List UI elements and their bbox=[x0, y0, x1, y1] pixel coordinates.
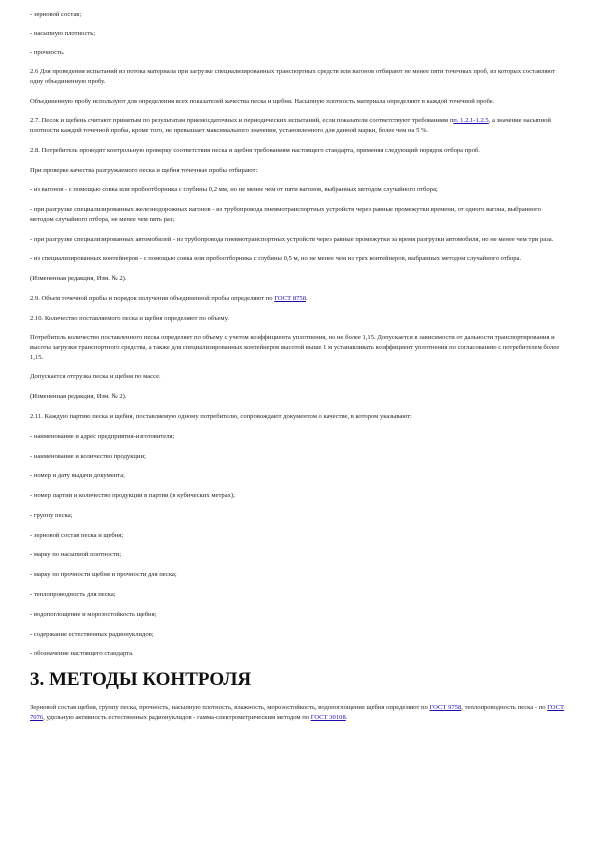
document-page bbox=[30, 10, 565, 733]
list-item: - зерновой состав песка и щебня; bbox=[30, 531, 124, 539]
list-item: - обозначение настоящего стандарта. bbox=[30, 650, 134, 658]
list-item: - теплопроводность для песка; bbox=[30, 591, 116, 598]
revision-note: (Измененная редакция, Изм. № 2). bbox=[30, 275, 127, 283]
list-item: - группу песка; bbox=[30, 511, 73, 519]
list-item: - марку по прочности щебня и прочности для песка; bbox=[30, 571, 177, 579]
paragraph-2-11: 2.11. Каждую партию песка и щебня, поставляемую одному потребителю, сопровождают документом о качестве, в котором указывают: bbox=[30, 412, 412, 420]
paragraph-text: 2.7. Песок и щебень считают принятым по результатам приемосдаточных и периодических испытаний, если показатели соответствуют требованиям п bbox=[30, 117, 454, 125]
list-item: - содержание естественных радионуклидов; bbox=[30, 630, 154, 638]
paragraph-2-6: 2.6 Для проведения испытаний из потока материала при загрузке специализированных транспортных средств или вагонов отбирают не менее пяти точечных проб, из которых составляют одну объединенную пробу. bbox=[30, 68, 556, 85]
paragraph-rail: - при разгрузке специализированных железнодорожных вагонов - из трубопровода пневмотранспортных устройств через равные промежутки времени, от одного вагона, выбранного методом случайного отбора, не менее чем пять раз; bbox=[30, 206, 541, 223]
paragraph-text: . bbox=[306, 294, 308, 302]
list-item: - зерновой состав; bbox=[30, 11, 82, 18]
link-gost-9758[interactable]: ГОСТ 9758 bbox=[429, 704, 462, 712]
paragraph-text: , удельную активность естественных радионуклидов - гамма-спектрометрическим методом по bbox=[43, 713, 311, 721]
revision-note: (Измененная редакция, Изм. № 2). bbox=[30, 393, 127, 401]
paragraph-wagons: - из вагонов - с помощью совка или пробоотборника с глубины 0,2 мм, но не менее чем от пяти вагонов, выбранных методом случайного отбора; bbox=[30, 186, 438, 194]
paragraph-containers: - из специализированных контейнеров - с помощью совка или пробоотборника с глубины 0,5 м, но не менее чем из трех контейнеров, выбранных методом случайного отбора. bbox=[30, 255, 522, 263]
paragraph-2-10: 2.10. Количество поставляемого песка и щебня определяют по объему. bbox=[30, 314, 229, 322]
paragraph-check: При проверке качества разгружаемого песка и щебня точечные пробы отбирают: bbox=[30, 166, 258, 174]
list-item: - наименование и адрес предприятия-изготовителя; bbox=[30, 432, 175, 440]
link-gost-8758[interactable]: ГОСТ 8758 bbox=[274, 294, 307, 302]
list-item: - марку по насыпной плотности; bbox=[30, 551, 122, 559]
paragraph-2-7 bbox=[30, 116, 565, 135]
paragraph-text: 2.9. Объем точечной пробы и порядок получения объединенной пробы определяют по bbox=[30, 294, 275, 302]
link-clauses[interactable]: п. 1.2.1-1.2.5 bbox=[453, 117, 489, 125]
paragraph-auto: - при разгрузке специализированных автомобилей - из трубопровода пневмотранспортных устройств через равные промежутки за время разгрузки автомобиля, но не менее чем три раза. bbox=[30, 235, 554, 243]
paragraph-text: , теплопроводность песка - по bbox=[461, 704, 548, 712]
section-heading: 3. МЕТОДЫ КОНТРОЛЯ bbox=[30, 669, 252, 691]
list-item: - номер и дату выдачи документа; bbox=[30, 472, 125, 480]
paragraph-2-9 bbox=[30, 294, 565, 304]
link-gost-30108[interactable]: ГОСТ 30108 bbox=[310, 713, 346, 721]
paragraph-2-8: 2.8. Потребитель проводит контрольную проверку соответствия песка и щебня требованиям настоящего стандарта, применяя следующий порядок отбора проб. bbox=[30, 146, 480, 154]
list-item: - номер партии и количество продукции в партии (в кубических метрах); bbox=[30, 492, 235, 500]
list-item: - наименование и количество продукции; bbox=[30, 452, 146, 460]
paragraph-consumer: Потребитель количество поставленного песка определяет по объему с учетом коэффициента уплотнения, но не более 1,15. Допускается в зависимости от дальности транспортирования и высоты загрузки транспортного средства, а также для специализированных контейнеров высотой выше 1 м устанавливать коэффициент уплотнения по согласованию с потребителем более 1,15. bbox=[30, 334, 560, 361]
paragraph-mass: Допускается отгрузка песка и щебня по массе. bbox=[30, 373, 161, 381]
paragraph-methods bbox=[30, 703, 565, 722]
list-item: - прочность. bbox=[30, 49, 65, 57]
list-item: - насыпную плотность; bbox=[30, 30, 96, 38]
list-item: - водопоглощение и морозостойкость щебня; bbox=[30, 610, 157, 618]
paragraph-text: . bbox=[345, 713, 348, 721]
link-gost-7076[interactable]: ГОСТ 7076 bbox=[30, 704, 565, 721]
paragraph-text: Зерновой состав щебня, группу песка, прочность, насыпную плотность, влажность, морозостойкость, водопоглощение щебня определяют по bbox=[30, 704, 430, 712]
paragraph-text: , а значение насыпной плотности каждой точечной пробы, кроме того, не превышает максимального значения, установленного для данной марки, более чем на 5 %. bbox=[30, 117, 551, 135]
paragraph-combined-sample: Объединенную пробу используют для определения всех показателей качества песка и щебня. Насыпную плотность материала определяют в каждой точечной пробе. bbox=[30, 97, 495, 105]
